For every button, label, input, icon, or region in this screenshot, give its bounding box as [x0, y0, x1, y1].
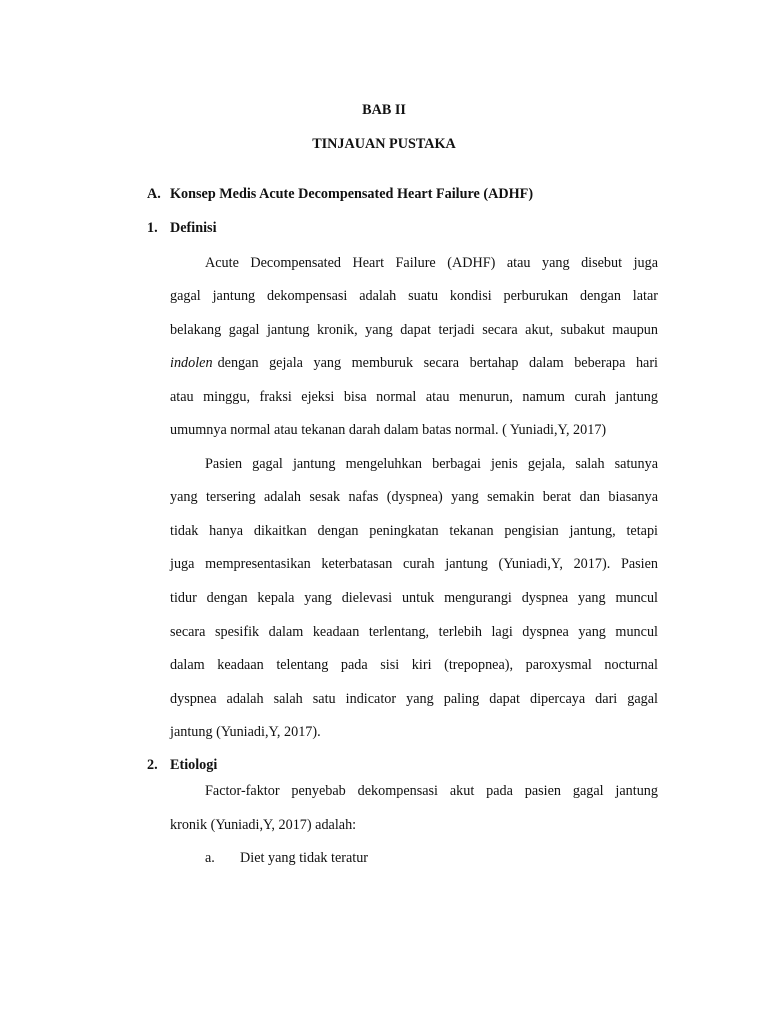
section-a-marker: A. [147, 186, 161, 202]
list-item: Diet yang tidak teratur [240, 850, 369, 866]
paragraph-line: belakang gagal jantung kronik, yang dapat terjadi secara akut, subakut maupun [170, 322, 658, 338]
subsection-2-title: Etiologi [170, 757, 218, 773]
paragraph-line: dalam keadaan telentang pada sisi kiri (trepopnea), paroxysmal nocturnal [170, 657, 658, 673]
section-a-title: Konsep Medis Acute Decompensated Heart Failure (ADHF) [170, 186, 534, 202]
subsection-2-marker: 2. [147, 757, 158, 773]
italic-term: indolen [170, 355, 213, 371]
paragraph-line: dengan gejala yang memburuk secara bertahap dalam beberapa hari [217, 355, 658, 371]
paragraph-line: kronik (Yuniadi,Y, 2017) adalah: [170, 817, 357, 833]
subsection-1-title: Definisi [170, 220, 217, 236]
chapter-label: BAB II [362, 102, 406, 118]
paragraph-line: tidur dengan kepala yang dielevasi untuk mengurangi dyspnea yang muncul [170, 590, 658, 606]
paragraph-line-with-italic [170, 354, 658, 372]
chapter-title: TINJAUAN PUSTAKA [312, 136, 456, 152]
paragraph-line: tidak hanya dikaitkan dengan peningkatan tekanan pengisian jantung, tetapi [170, 523, 658, 539]
paragraph-line: Acute Decompensated Heart Failure (ADHF) atau yang disebut juga [205, 255, 658, 271]
subsection-1-marker: 1. [147, 220, 158, 236]
paragraph-line: Factor-faktor penyebab dekompensasi akut pada pasien gagal jantung [205, 783, 658, 799]
paragraph-line: gagal jantung dekompensasi adalah suatu kondisi perburukan dengan latar [170, 288, 658, 304]
paragraph-line: atau minggu, fraksi ejeksi bisa normal atau menurun, namum curah jantung [170, 389, 658, 405]
paragraph-line: jantung (Yuniadi,Y, 2017). [170, 724, 321, 740]
list-item-marker: a. [205, 850, 215, 866]
paragraph-line: yang tersering adalah sesak nafas (dyspnea) yang semakin berat dan biasanya [170, 489, 658, 505]
paragraph-line: umumnya normal atau tekanan darah dalam batas normal. ( Yuniadi,Y, 2017) [170, 422, 607, 438]
paragraph-line: dyspnea adalah salah satu indicator yang paling dapat dipercaya dari gagal [170, 691, 658, 707]
paragraph-line: juga mempresentasikan keterbatasan curah jantung (Yuniadi,Y, 2017). Pasien [170, 556, 658, 572]
paragraph-line: Pasien gagal jantung mengeluhkan berbagai jenis gejala, salah satunya [205, 456, 658, 472]
paragraph-line: secara spesifik dalam keadaan terlentang, terlebih lagi dyspnea yang muncul [170, 624, 658, 640]
